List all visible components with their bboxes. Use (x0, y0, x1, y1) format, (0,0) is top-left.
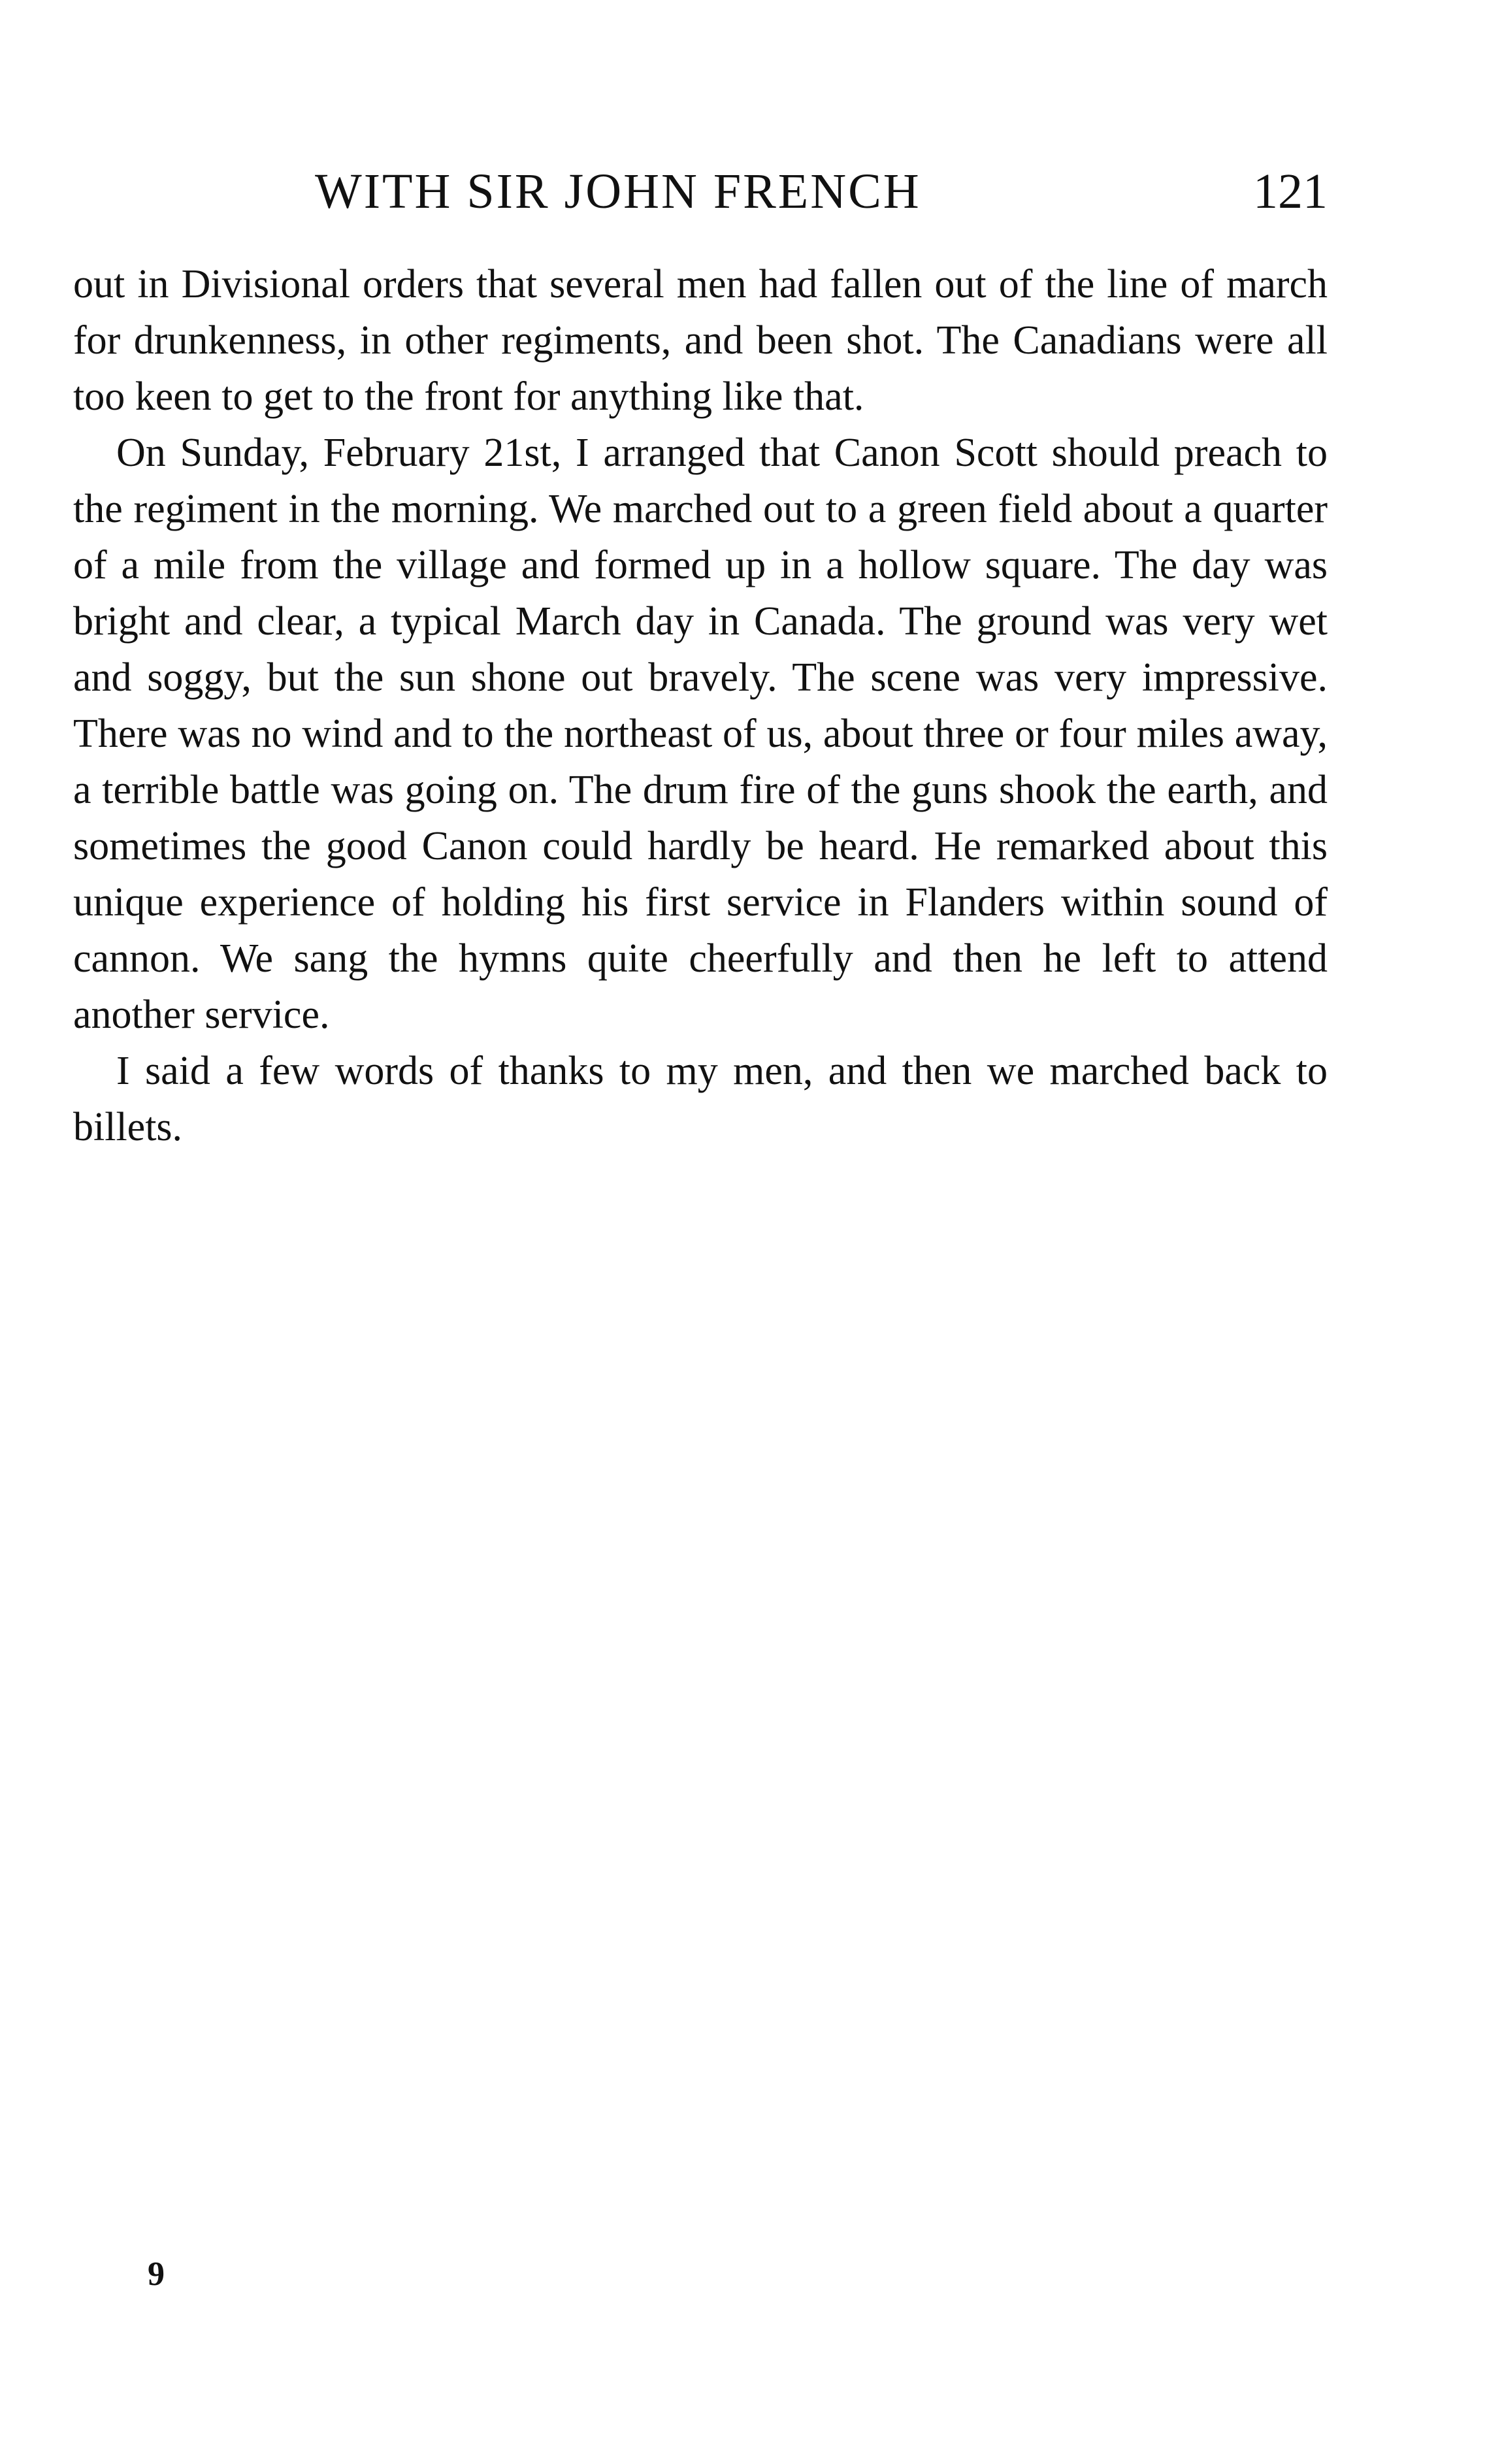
running-title: WITH SIR JOHN FRENCH (315, 164, 921, 219)
paragraph-sunday-service: On Sunday, February 21st, I arranged that Canon Scott should preach to the regiment in the morning. We marched out to a green field about a quarter of a mile from the village and formed up in a hollow square. The day was bright and clear, a typical March day in Canada. The ground was very wet and soggy, but the sun shone out bravely. The scene was very impressive. There was no wind and to the northeast of us, about three or four miles away, a terrible battle was going on. The drum fire of the guns shook the earth, and sometimes the good Canon could hardly be heard. He remarked about this unique experience of holding his first service in Flanders within sound of cannon. We sang the hymns quite cheerfully and then he left to attend another service. (73, 431, 1328, 1037)
page-number: 121 (1253, 164, 1328, 219)
paragraph-return-to-billets: I said a few words of thanks to my men, and then we marched back to billets. (73, 1049, 1328, 1149)
signature-mark: 9 (148, 2256, 165, 2293)
body-text (73, 256, 1328, 1155)
running-head (73, 156, 1328, 227)
paragraph-continuation: out in Divisional orders that several men had fallen out of the line of march for drunkenness, in other regiments, and been shot. The Canadians were all too keen to get to the front for anything like that. (73, 262, 1328, 419)
